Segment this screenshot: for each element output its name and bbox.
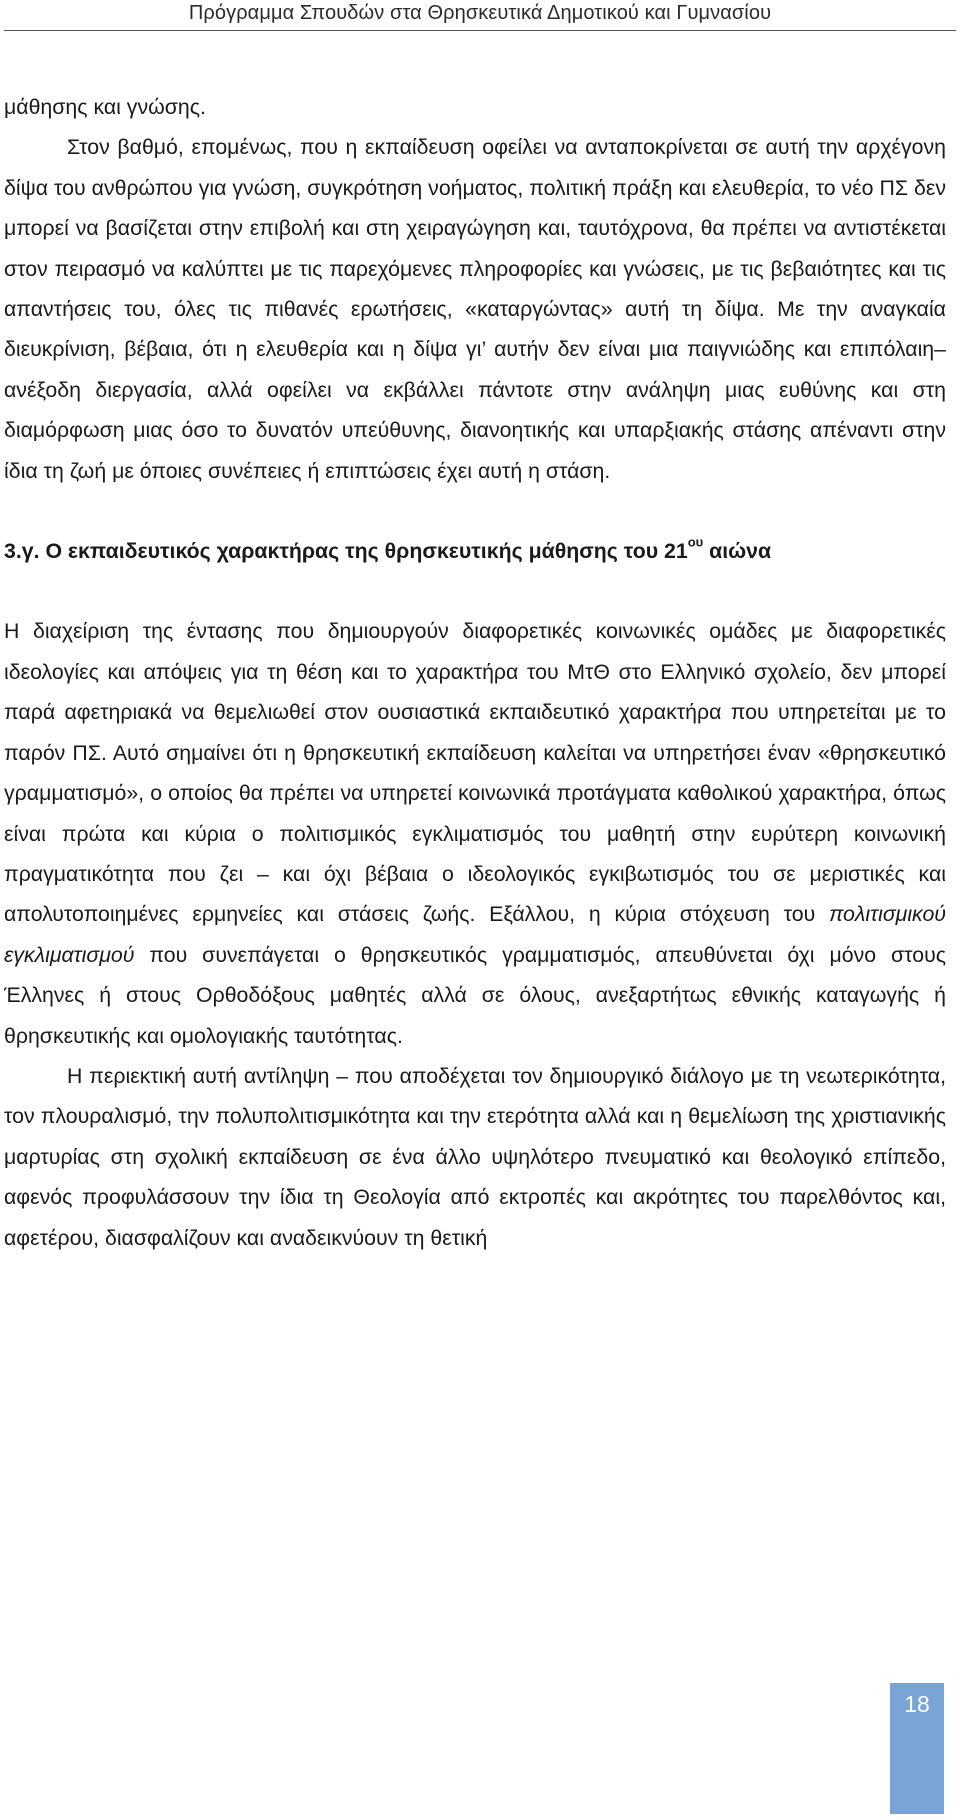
section-heading-superscript: ου [687, 534, 704, 550]
paragraph-education-thirst: Στον βαθμό, επομένως, που η εκπαίδευση οφείλει να ανταποκρίνεται σε αυτή την αρχέγονη δίψα του ανθρώπου για γνώση, συγκρότηση νοήματος, πολιτική πράξη και ελευθερία, το νέο ΠΣ δεν μπορεί να βασίζεται στην επιβολή και στη χειραγώγηση και, ταυτόχρονα, θα πρέπει να αντιστέκεται στον πειρασμό να καλύπτει με τις παρεχόμενες πληροφορίες και γνώσεις, με τις βεβαιότητες και τις απαντήσεις του, όλες τις πιθανές ερωτήσεις, «καταργώντας» αυτή τη δίψα. Με την αναγκαία διευκρίνιση, βέβαια, ότι η ελευθερία και η δίψα γι’ αυτήν δεν είναι μια παιγνιώδης και επιπόλαιη–ανέξοδη διεργασία, αλλά οφείλει να εκβάλλει πάντοτε στην ανάληψη μιας ευθύνης και στη διαμόρφωση μιας όσο το δυνατόν υπεύθυνης, διανοητικής και υπαρξιακής στάσης απέναντι στην ίδια τη ζωή με όποιες συνέπειες ή επιπτώσεις έχει αυτή η στάση. [4, 135, 946, 483]
section-heading-text: 3.γ. Ο εκπαιδευτικός χαρακτήρας της θρησκευτικής μάθησης του 21 [4, 539, 688, 564]
header-divider [4, 30, 956, 31]
paragraph-inclusive-approach: Η περιεκτική αυτή αντίληψη – που αποδέχεται τον δημιουργικό διάλογο με τη νεωτερικότητα, τον πλουραλισμό, την πολυπολιτισμικότητα και την ετερότητα αλλά και η θεμελίωση της χριστιανικής μαρτυρίας στη σχολική εκπαίδευση σε ένα άλλο υψηλότερο πνευματικό και θεολογικό επίπεδο, αφενός προφυλάσσουν την ίδια τη Θεολογία από εκτροπές και ακρότητες του παρελθόντος και, αφετέρου, διασφαλίζουν και αναδεικνύουν τη θετική [4, 1063, 946, 1250]
spacer [4, 491, 946, 531]
paragraph-text-part-b: που συνεπάγεται ο θρησκευτικός γραμματισμός, απευθύνεται όχι μόνο στους Έλληνες ή στους Ορθοδόξους μαθητές αλλά σε όλους, ανεξαρτήτως εθνικής καταγωγής ή θρησκευτικής και ομολογιακής ταυτότητας. [4, 942, 946, 1048]
running-header: Πρόγραμμα Σπουδών στα Θρησκευτικά Δημοτικού και Γυμνασίου [188, 2, 772, 24]
paragraph-continued: μάθησης και γνώσης. [4, 95, 206, 119]
paragraph-text-part-a: Η διαχείριση της έντασης που δημιουργούν διαφορετικές κοινωνικές ομάδες με διαφορετικές ιδεολογίες και απόψεις για τη θέση και το χαρακτήρα του ΜτΘ στο Ελληνικό σχολείο, δεν μπορεί παρά αφετηριακά να θεμελιωθεί στον ουσιαστικά εκπαιδευτικό χαρακτήρα που υπηρετείται με το παρόν ΠΣ. Αυτό σημαίνει ότι η θρησκευτική εκπαίδευση καλείται να υπηρετήσει έναν «θρησκευτικό γραμματισμό», ο οποίος θα πρέπει να υπηρετεί κοινωνικά προτάγματα καθολικού χαρακτήρα, όπως είναι πρώτα και κύρια ο πολιτισμικός εγκλιματισμός του μαθητή στην ευρύτερη κοινωνική πραγματικότητα που ζει – και όχι βέβαια ο ιδεολογικός εγκιβωτισμός του σε μεριστικές και απολυτοποιημένες ερμηνείες και στάσεις ζωής. Εξάλλου, η κύρια στόχευση του [4, 619, 946, 927]
spacer [4, 571, 946, 611]
page-number-badge: 18 [890, 1683, 944, 1814]
emphasis-cultural-acclimatization: πολιτισμικού εγκλιματισμού [4, 902, 946, 967]
section-heading-tail: αιώνα [709, 539, 772, 564]
paragraph-religious-literacy [4, 611, 946, 1055]
page-body [4, 87, 946, 1258]
section-heading [4, 531, 946, 571]
